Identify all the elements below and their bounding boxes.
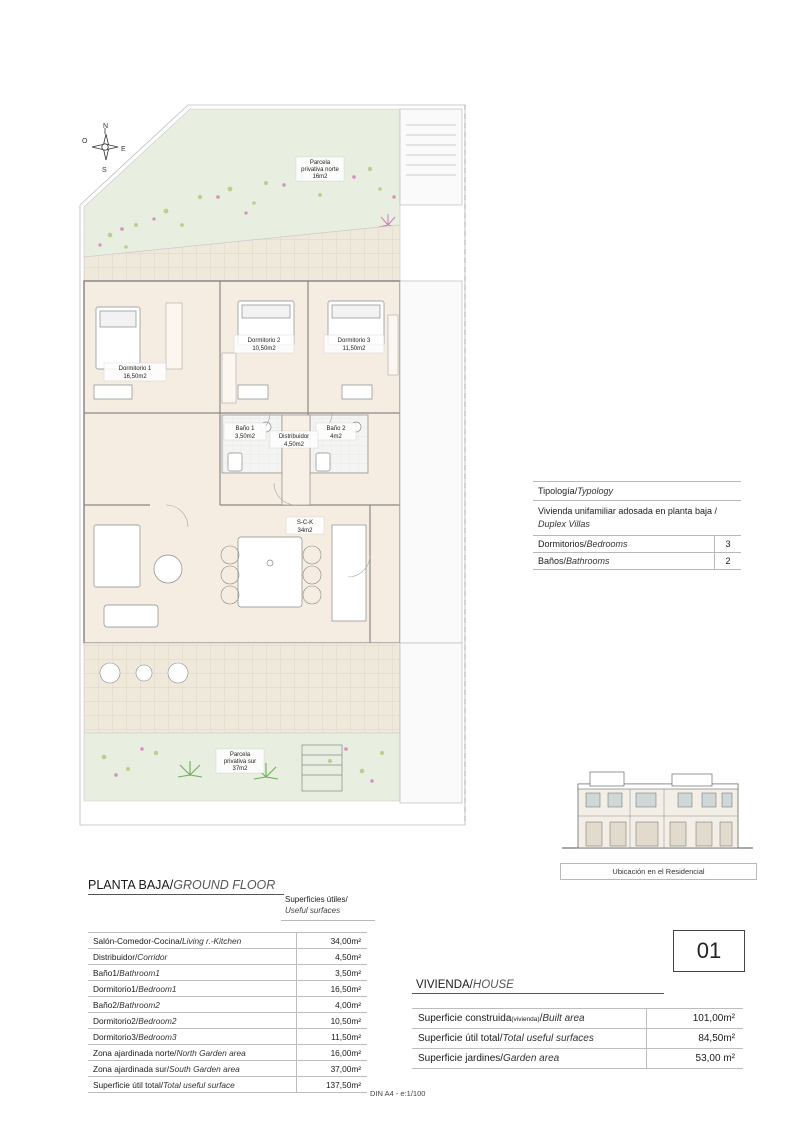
svg-text:Parcela: Parcela bbox=[309, 160, 331, 166]
elevation-caption: Ubicación en el Residencial bbox=[560, 863, 757, 880]
table-row-total: Superficie útil total/Total useful surface 137,50m² bbox=[88, 1077, 367, 1093]
house-surfaces-table bbox=[412, 1008, 743, 1069]
ground-floor-surfaces-table bbox=[88, 932, 367, 1093]
svg-text:3,50m2: 3,50m2 bbox=[234, 434, 256, 440]
svg-text:Parcela: Parcela bbox=[229, 752, 251, 758]
svg-text:N: N bbox=[103, 123, 109, 130]
table-row: Baño2/Bathroom2 4,00m² bbox=[88, 997, 367, 1013]
svg-text:Dormitorio 3: Dormitorio 3 bbox=[337, 338, 371, 344]
svg-text:11,50m2: 11,50m2 bbox=[342, 346, 366, 352]
table-row: Distribuidor/Corridor 4,50m² bbox=[88, 949, 367, 965]
svg-text:Baño 1: Baño 1 bbox=[235, 426, 255, 432]
svg-text:16,50m2: 16,50m2 bbox=[123, 374, 147, 380]
table-row: Salón-Comedor-Cocina/Living r.-Kitchen 34,00m² bbox=[88, 933, 367, 949]
svg-text:E: E bbox=[121, 146, 126, 153]
svg-text:10,50m2: 10,50m2 bbox=[252, 346, 276, 352]
svg-text:4,50m2: 4,50m2 bbox=[283, 442, 305, 448]
architectural-floor-plan bbox=[70, 85, 490, 865]
svg-text:privativa norte: privativa norte bbox=[301, 167, 339, 173]
svg-text:Baño 2: Baño 2 bbox=[326, 426, 346, 432]
table-row: Zona ajardinada norte/North Garden area 16,00m² bbox=[88, 1045, 367, 1061]
typology-header: Tipología/Typology bbox=[533, 481, 741, 501]
table-row: Zona ajardinada sur/South Garden area 37,00m² bbox=[88, 1061, 367, 1077]
ground-floor-title: PLANTA BAJA/GROUND FLOOR bbox=[88, 878, 284, 895]
svg-text:Distribuidor: Distribuidor bbox=[278, 434, 310, 440]
bathrooms-count: 2 bbox=[714, 553, 741, 569]
scale-note: DIN A4 - e:1/100 bbox=[370, 1089, 426, 1098]
svg-text:16m2: 16m2 bbox=[312, 174, 328, 180]
svg-text:4m2: 4m2 bbox=[330, 434, 342, 440]
svg-text:Dormitorio 1: Dormitorio 1 bbox=[118, 366, 152, 372]
typology-row-bedrooms: Dormitorios/Bedrooms 3 bbox=[533, 536, 741, 553]
building-elevation-image bbox=[560, 760, 755, 855]
table-row: Superficie útil total/Total useful surfaces 84,50m² bbox=[412, 1029, 743, 1049]
unit-number-badge: 01 bbox=[673, 930, 745, 972]
house-table-title: VIVIENDA/HOUSE bbox=[412, 978, 664, 994]
table-row: Superficie construida(vivienda)/Built area 101,00m² bbox=[412, 1009, 743, 1029]
svg-text:S-C-K: S-C-K bbox=[296, 520, 314, 526]
svg-text:34m2: 34m2 bbox=[297, 528, 313, 534]
table-row: Dormitorio2/Bedroom2 10,50m² bbox=[88, 1013, 367, 1029]
svg-text:O: O bbox=[82, 138, 88, 145]
svg-text:privativa sur: privativa sur bbox=[223, 759, 257, 765]
table-row: Dormitorio3/Bedroom3 11,50m² bbox=[88, 1029, 367, 1045]
table-row: Baño1/Bathroom1 3,50m² bbox=[88, 965, 367, 981]
useful-surfaces-header: Superficies útiles/ Useful surfaces bbox=[281, 893, 375, 921]
typology-description: Vivienda unifamiliar adosada en planta baja / Duplex Villas bbox=[533, 501, 741, 536]
typology-table bbox=[533, 481, 741, 570]
table-row: Superficie jardines/Garden area 53,00 m² bbox=[412, 1049, 743, 1069]
typology-row-bathrooms: Baños/Bathrooms 2 bbox=[533, 553, 741, 570]
svg-text:Dormitorio 2: Dormitorio 2 bbox=[247, 338, 281, 344]
table-row: Dormitorio1/Bedroom1 16,50m² bbox=[88, 981, 367, 997]
bedrooms-count: 3 bbox=[714, 536, 741, 552]
svg-text:S: S bbox=[102, 167, 107, 174]
svg-text:37m2: 37m2 bbox=[232, 766, 248, 772]
